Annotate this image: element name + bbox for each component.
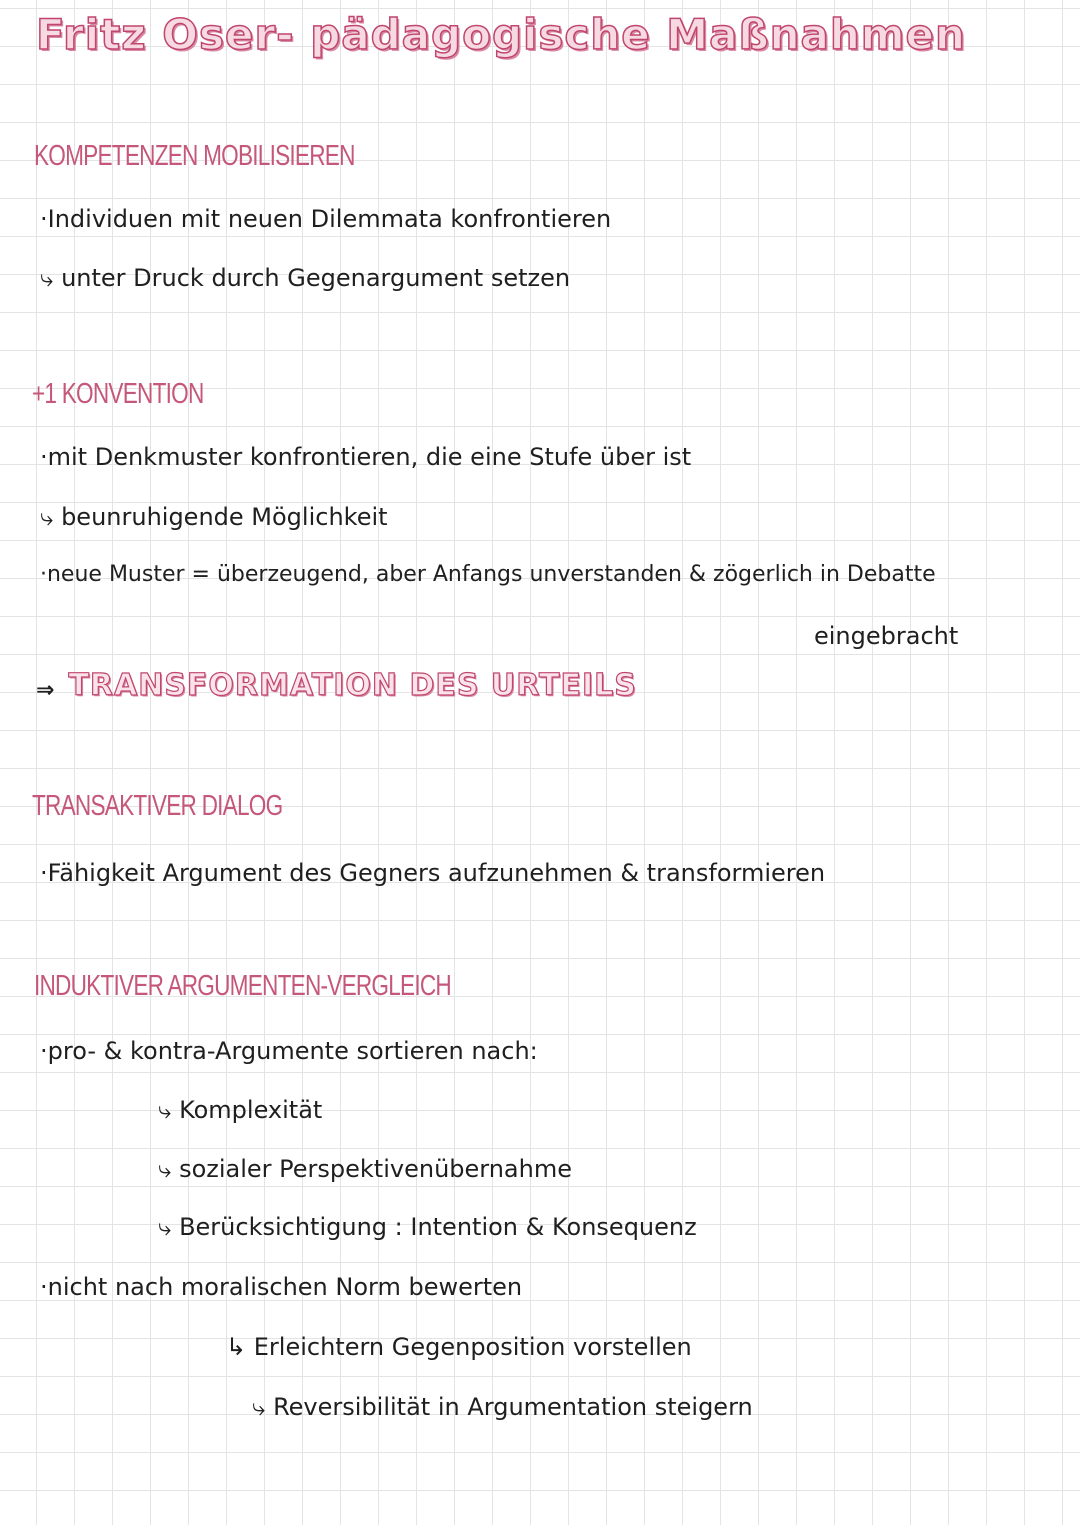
result-text: TRANSFORMATION DES URTEILS: [68, 668, 637, 703]
double-arrow-icon: ⇒: [36, 678, 55, 703]
note-line: ·mit Denkmuster konfrontieren, die eine Stufe über ist: [40, 443, 692, 471]
note-subline: ⤷ Komplexität: [158, 1096, 323, 1124]
page-title: Fritz Oser- pädagogische Maßnahmen: [36, 10, 966, 59]
note-line: ⤷ unter Druck durch Gegenargument setzen: [40, 264, 571, 292]
note-line: ·nicht nach moralischen Norm bewerten: [40, 1273, 523, 1301]
note-subline: ⤷ Reversibilität in Argumentation steigern: [252, 1393, 753, 1421]
section-heading-kompetenzen: KOMPETENZEN MOBILISIEREN: [34, 140, 355, 172]
result-emphasis: [36, 668, 637, 703]
note-line: ·Individuen mit neuen Dilemmata konfrontieren: [40, 205, 612, 233]
section-heading-dialog: TRANSAKTIVER DIALOG: [32, 790, 283, 822]
note-line: ⤷ beunruhigende Möglichkeit: [40, 503, 388, 531]
note-line: ·pro- & kontra-Argumente sortieren nach:: [40, 1037, 538, 1065]
note-subline: ⤷ sozialer Perspektivenübernahme: [158, 1155, 572, 1183]
note-line-continued: eingebracht: [814, 622, 959, 650]
section-heading-konvention: +1 KONVENTION: [32, 378, 204, 410]
note-line: ·Fähigkeit Argument des Gegners aufzunehmen & transformieren: [40, 859, 826, 887]
section-heading-vergleich: INDUKTIVER ARGUMENTEN-VERGLEICH: [34, 970, 451, 1002]
note-subline: ⤷ Berücksichtigung : Intention & Konsequenz: [158, 1213, 697, 1241]
note-line: ·neue Muster = überzeugend, aber Anfangs unverstanden & zögerlich in Debatte: [40, 562, 936, 587]
note-subline: ↳ Erleichtern Gegenposition vorstellen: [226, 1333, 692, 1361]
